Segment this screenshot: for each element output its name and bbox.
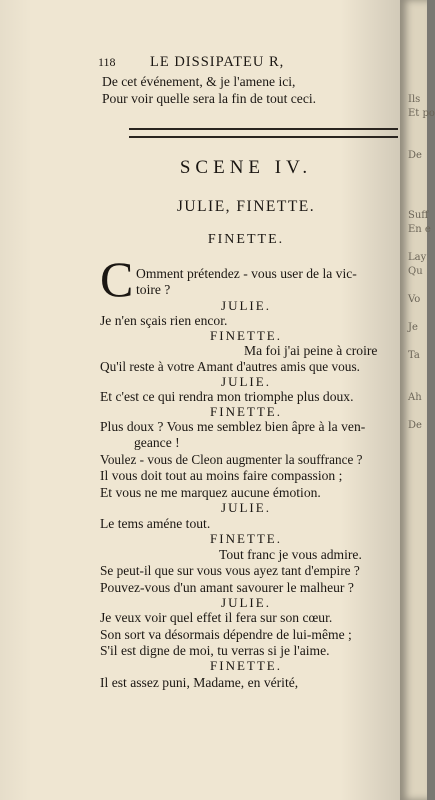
speaker-name: FINETTE. — [210, 328, 282, 343]
page-number: 118 — [98, 55, 116, 69]
verse-line: Tout franc je vous admire. — [219, 547, 362, 562]
verse-line: Ma foi j'ai peine à croire — [244, 343, 378, 358]
facing-page-edge — [400, 0, 435, 800]
speaker-name: FINETTE. — [210, 404, 282, 419]
verse-line: Je n'en sçais rien encor. — [100, 313, 228, 328]
scene-characters: JULIE, FINETTE. — [176, 198, 316, 215]
drop-cap: C — [100, 251, 134, 307]
speaker-name: FINETTE. — [210, 658, 282, 673]
facing-fragment: En e — [408, 224, 431, 235]
verse-line: Qu'il reste à votre Amant d'autres amis que vous. — [100, 359, 360, 374]
speaker-name: JULIE. — [221, 595, 271, 610]
verse-line: Son sort va désormais dépendre de lui-même ; — [100, 627, 352, 642]
verse-line: S'il est digne de moi, tu verras si je l'aime. — [100, 643, 330, 658]
scene-title: SCENE IV. — [179, 157, 313, 178]
verse-line: Se peut-il que sur vous vous ayez tant d'empire ? — [100, 563, 360, 578]
verse-line: Pour voir quelle sera la fin de tout ceci. — [102, 91, 317, 106]
facing-fragment: Et po — [408, 108, 435, 119]
running-title: LE DISSIPATEU R, — [150, 54, 285, 70]
facing-fragment: Ah — [408, 392, 422, 403]
verse-line: Le tems améne tout. — [100, 516, 211, 531]
facing-fragment: Ta — [408, 350, 420, 361]
verse-line: Et vous ne me marquez aucune émotion. — [100, 485, 321, 500]
facing-fragment: Qu — [408, 266, 423, 277]
verse-line: Omment prétendez - vous user de la vic- — [136, 266, 357, 281]
speaker-name: FINETTE. — [207, 232, 285, 247]
facing-fragment: De — [408, 150, 422, 161]
speaker-name: FINETTE. — [210, 531, 282, 546]
speaker-name: JULIE. — [221, 374, 271, 389]
facing-fragment: De — [408, 420, 422, 431]
verse-line: geance ! — [134, 435, 180, 450]
double-rule-divider — [129, 128, 398, 138]
verse-line: Il vous doit tout au moins faire compassion ; — [100, 468, 343, 483]
verse-line: De cet événement, & je l'amene ici, — [102, 74, 296, 89]
facing-fragment: Suff — [408, 210, 429, 221]
verse-line: Et c'est ce qui rendra mon triomphe plus doux. — [100, 389, 354, 404]
facing-fragment: Vo — [408, 294, 421, 305]
speaker-name: JULIE. — [221, 298, 271, 313]
verse-line: Pouvez-vous d'un amant savourer le malheur ? — [100, 580, 354, 595]
verse-line: toire ? — [136, 282, 171, 297]
verse-line: Il est assez puni, Madame, en vérité, — [100, 675, 299, 690]
verse-line: Plus doux ? Vous me semblez bien âpre à la ven- — [100, 419, 366, 434]
facing-fragment: Ils — [408, 94, 421, 105]
facing-fragment: Lay — [408, 252, 427, 263]
verse-line: Voulez - vous de Cleon augmenter la souffrance ? — [100, 452, 363, 467]
facing-fragment: Je — [408, 322, 418, 333]
speaker-name: JULIE. — [221, 500, 271, 515]
verse-line: Je veux voir quel effet il fera sur son cœur. — [100, 610, 333, 625]
